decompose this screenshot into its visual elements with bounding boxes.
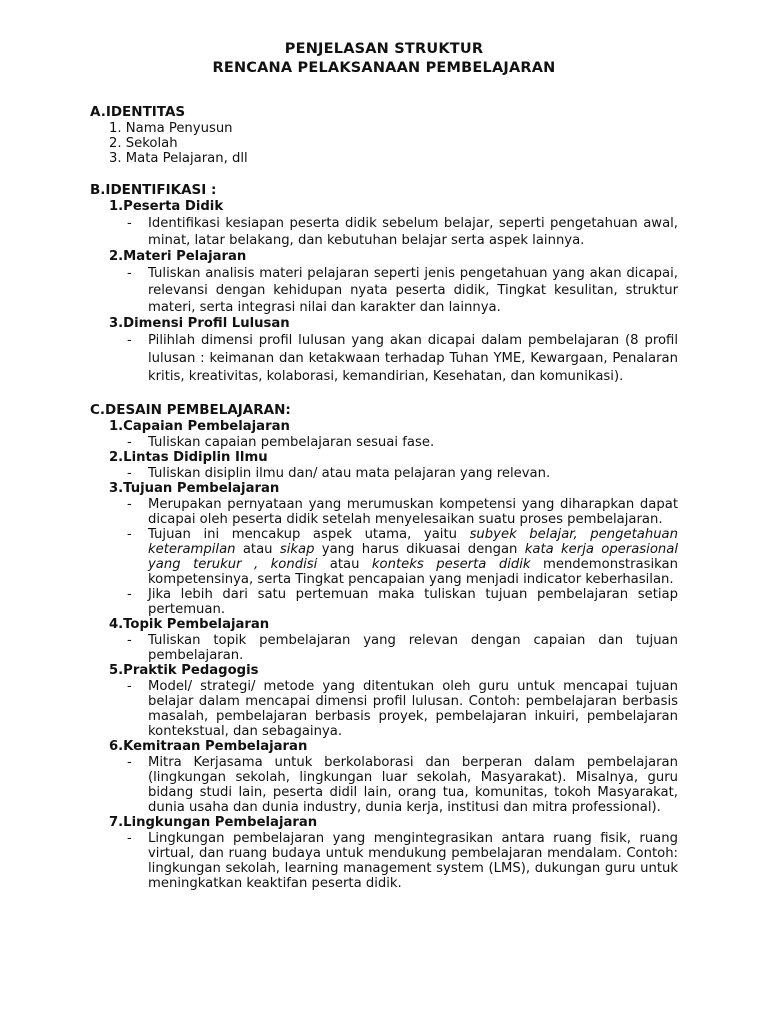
dash-marker: - [127, 831, 132, 846]
bullet-item [90, 435, 678, 450]
dash-marker: - [127, 633, 132, 648]
bullet-text: Merupakan pernyataan yang merumuskan kompetensi yang diharapkan dapat dicapai oleh peserta didik setelah menyelesaikan suatu proses pembelajaran. [148, 497, 678, 527]
dash-marker: - [127, 466, 132, 481]
subsection-title: 2.Materi Pelajaran [109, 249, 247, 264]
subsection-title: 3.Tujuan Pembelajaran [109, 481, 280, 496]
title-line-1: PENJELASAN STRUKTUR [284, 41, 484, 57]
text-run: atau [235, 542, 280, 557]
list-item: 3. Mata Pelajaran, dll [109, 151, 248, 166]
dash-marker: - [127, 216, 132, 231]
text-run: mendemonstrasikan kompetensinya, serta Tingkat pencapaian yang menjadi indicator keberhasilan. [148, 557, 678, 587]
dash-marker: - [127, 497, 132, 512]
subsection-title: 1.Peserta Didik [109, 199, 224, 214]
bullet-item [90, 497, 678, 527]
bullet-text: Jika lebih dari satu pertemuan maka tuliskan tujuan pembelajaran setiap pertemuan. [148, 587, 678, 617]
text-run: atau [317, 557, 372, 572]
dash-marker: - [127, 587, 132, 602]
bullet-text: Model/ strategi/ metode yang ditentukan oleh guru untuk mencapai tujuan belajar dalam mencapai dimensi profil lulusan. Contoh: pembelajaran berbasis masalah, pembelajaran berbasis proyek, pembelajaran inkuiri, pembelajaran kontekstual, dan sebagainya. [148, 679, 678, 739]
bullet-text: Lingkungan pembelajaran yang mengintegrasikan antara ruang fisik, ruang virtual, dan ruang budaya untuk mendukung pembelajaran mendalam. Contoh: lingkungan sekolah, learning management system (LMS), dukungan guru untuk meningkatkan keaktifan peserta didik. [148, 831, 678, 891]
dash-marker: - [127, 679, 132, 694]
bullet-text: Tuliskan topik pembelajaran yang relevan dengan capaian dan tujuan pembelajaran. [148, 633, 678, 663]
italic-run: konteks peserta didik [371, 557, 531, 572]
subsection-title: 3.Dimensi Profil Lulusan [109, 316, 290, 331]
list-item: 2. Sekolah [109, 136, 178, 151]
section-b-heading: B.IDENTIFIKASI : [90, 182, 217, 198]
bullet-item [90, 633, 678, 663]
bullet-text: Tuliskan disiplin ilmu dan/ atau mata pelajaran yang relevan. [148, 466, 551, 481]
bullet-text: Mitra Kerjasama untuk berkolaborasi dan berperan dalam pembelajaran (lingkungan sekolah, lingkungan luar sekolah, Masyarakat). Misalnya, guru bidang studi lain, peserta didil lain, orang tua, komunitas, tokoh Masyarakat, dunia usaha dan dunia industry, dunia kerja, institusi dan mitra professional). [148, 755, 678, 815]
dash-marker: - [127, 435, 132, 450]
subsection-title: 1.Capaian Pembelajaran [109, 419, 290, 434]
list-item: 1. Nama Penyusun [109, 121, 233, 136]
dash-marker: - [127, 755, 132, 770]
bullet-text: Identifikasi kesiapan peserta didik sebelum belajar, seperti pengetahuan awal, minat, latar belakang, dan kebutuhan belajar serta aspek lainnya. [148, 216, 678, 248]
bullet-item [90, 831, 678, 891]
subsection-title: 2.Lintas Didiplin Ilmu [109, 450, 268, 465]
bullet-text [148, 527, 678, 587]
bullet-text: Pilihlah dimensi profil lulusan yang akan dicapai dalam pembelajaran (8 profil lulusan : keimanan dan ketakwaan terhadap Tuhan YME, Kewargaan, Penalaran kritis, kreativitas, kolaborasi, kemandirian, Kesehatan, dan komunikasi). [148, 333, 678, 384]
section-a-heading: A.IDENTITAS [90, 104, 186, 120]
title-line-2: RENCANA PELAKSANAAN PEMBELAJARAN [212, 60, 556, 76]
text-run: yang harus dikuasai dengan [314, 542, 525, 557]
bullet-text: Tuliskan analisis materi pelajaran seperti jenis pengetahuan yang akan dicapai, relevansi dengan kehidupan nyata peserta didik, Tingkat kesulitan, struktur materi, serta integrasi nilai dan karakter dan lainnya. [148, 266, 678, 315]
dash-marker: - [127, 527, 132, 542]
bullet-item [90, 527, 678, 587]
bullet-text: Tuliskan capaian pembelajaran sesuai fase. [148, 435, 435, 450]
italic-run: kata kerja operasional yang terukur , kondisi [148, 542, 679, 572]
dash-marker: - [127, 333, 132, 348]
subsection-title: 7.Lingkungan Pembelajaran [109, 815, 318, 830]
document-title [90, 40, 678, 78]
text-run: Tujuan ini mencakup aspek utama, yaitu [148, 527, 470, 542]
italic-run: sikap [279, 542, 315, 557]
bullet-item [90, 755, 678, 815]
bullet-item [90, 587, 678, 617]
bullet-item [90, 215, 678, 249]
bullet-item [90, 466, 678, 481]
bullet-item [90, 679, 678, 739]
section-c-heading: C.DESAIN PEMBELAJARAN: [90, 402, 291, 418]
bullet-item [90, 332, 678, 386]
subsection-title: 6.Kemitraan Pembelajaran [109, 739, 308, 754]
subsection-title: 4.Topik Pembelajaran [109, 617, 270, 632]
bullet-item [90, 265, 678, 316]
subsection-title: 5.Praktik Pedagogis [109, 663, 259, 678]
section-a-list [90, 121, 678, 166]
italic-run: subyek belajar, pengetahuan keterampilan [148, 527, 678, 557]
dash-marker: - [127, 266, 132, 281]
